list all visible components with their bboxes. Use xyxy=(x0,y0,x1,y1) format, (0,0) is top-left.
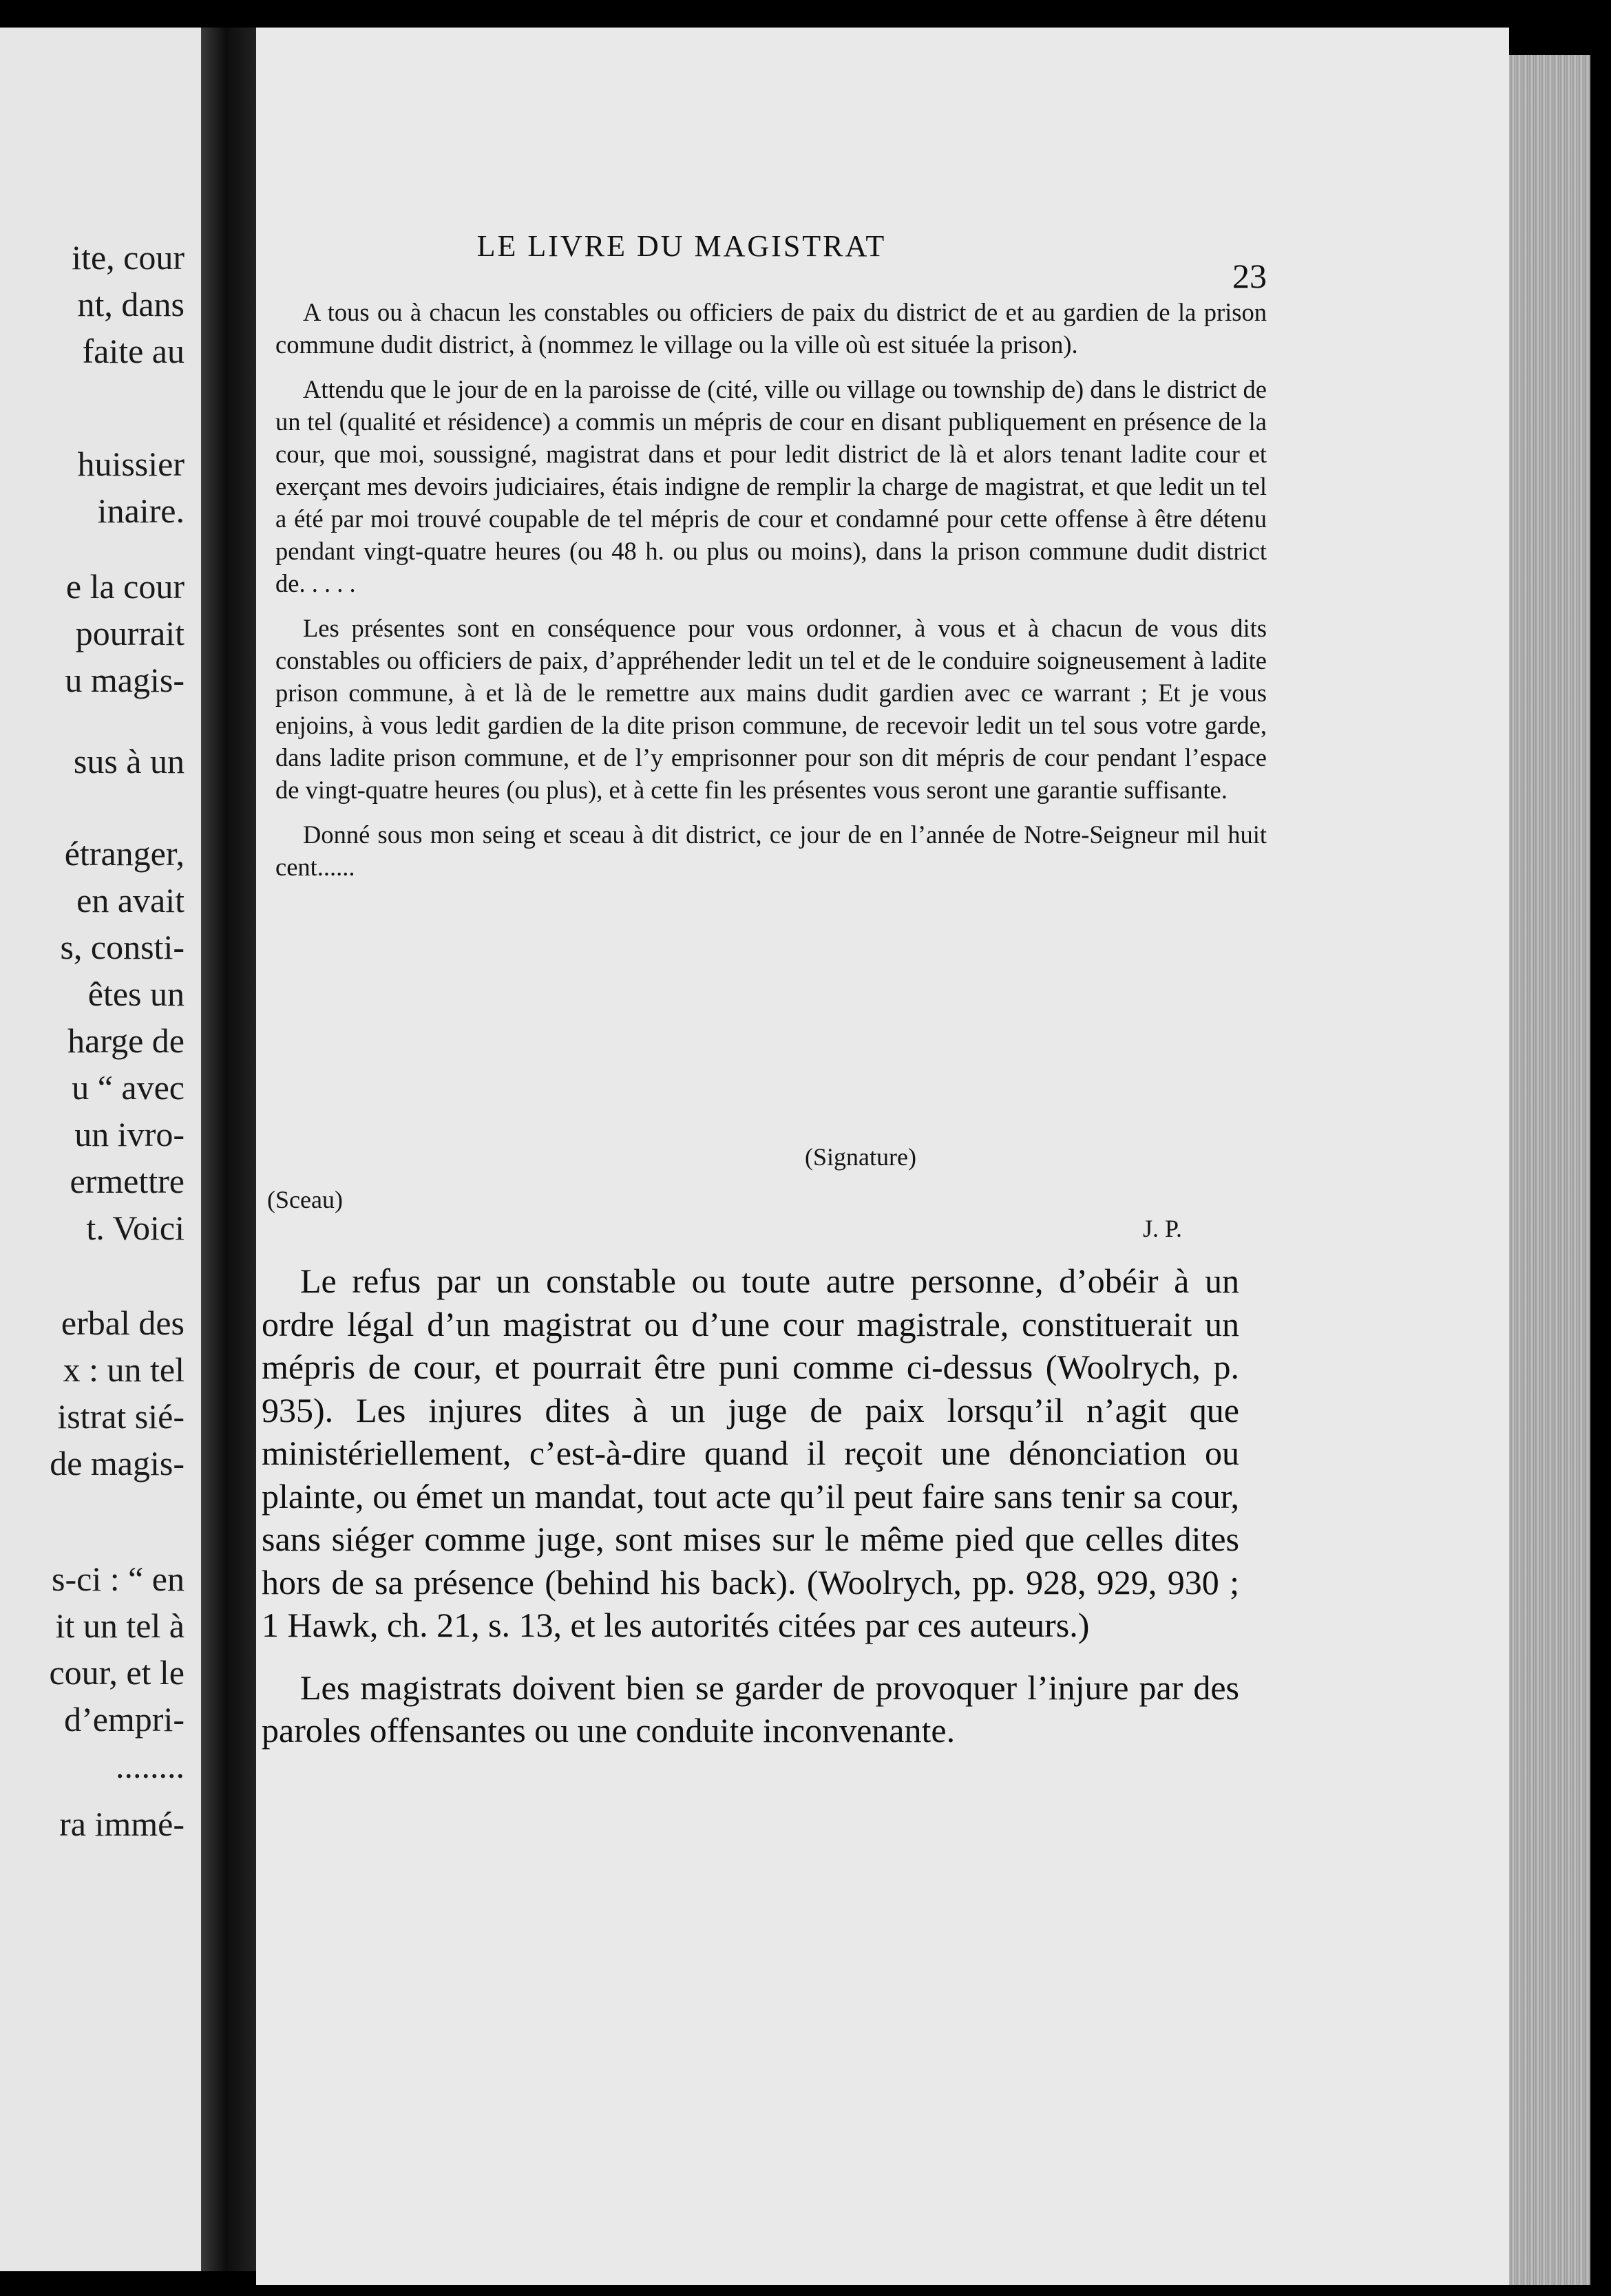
left-page-line: de magis- xyxy=(50,1444,185,1482)
left-page-line: en avait xyxy=(76,881,185,920)
left-page-line: cour, et le xyxy=(49,1653,185,1692)
left-page-line: e la cour xyxy=(65,567,185,606)
page-number: 23 xyxy=(1232,257,1267,295)
jp-label: J. P. xyxy=(1143,1215,1183,1242)
left-page-line: faite au xyxy=(82,332,185,370)
left-page-line: êtes un xyxy=(87,975,185,1013)
form-paragraph-2: Attendu que le jour de en la paroisse de (cité, ville ou village ou township de) dans le district de un tel (qualité et résidence) a commis un mépris de cour en disant publiquement en présence de la cour, que moi, soussigné, magistrat dans et pour ledit district de là et alors tenant ladite cour et exerçant mes devoirs judiciaires, étais indigne de remplir la charge de magistrat, et que ledit un tel a été par moi trouvé coupable de tel mépris de cour et condamné pour cette offense à être détenu pendant vingt-quatre heures (ou 48 h. ou plus ou moins), dans la prison commune dudit district de. . . . . xyxy=(275,375,1267,597)
left-page-line: un ivro- xyxy=(74,1115,185,1154)
seal-label: (Sceau) xyxy=(267,1186,343,1213)
left-page-line: istrat sié- xyxy=(57,1397,185,1436)
body-paragraph-2: Les magistrats doivent bien se garder de provoquer l’injure par des paroles offensantes ou une conduite inconvenante. xyxy=(262,1668,1239,1750)
left-page-line: u “ avec xyxy=(72,1068,185,1107)
left-page-line: d’empri- xyxy=(64,1700,185,1739)
left-page-line: sus à un xyxy=(73,742,185,780)
left-page-line: ermettre xyxy=(70,1162,185,1200)
left-page-line: t. Voici xyxy=(86,1209,185,1247)
form-paragraph-3: Les présentes sont en conséquence pour vous ordonner, à vous et à chacun de vous dits constables ou officiers de paix, d’appréhender ledit un tel et de le conduire soigneusement à ladite prison commune, à et là de le remettre aux mains dudit gardien avec ce warrant ; Et je vous enjoins, à vous ledit gardien de la dite prison commune, de recevoir ledit un tel sous votre garde, dans ladite prison commune, et de l’y emprisonner pour son dit mépris de cour pendant l’espace de vingt-quatre heures (ou plus), et à cette fin les présentes vous seront une garantie suffisante. xyxy=(275,614,1267,804)
left-page-line: ite, cour xyxy=(72,238,185,277)
form-paragraph-4: Donné sous mon seing et sceau à dit district, ce jour de en l’année de Notre-Seigneur mil huit cent...... xyxy=(275,820,1267,881)
left-page-line: pourrait xyxy=(75,614,185,652)
left-page-line: harge de xyxy=(67,1021,185,1060)
left-page-line: u magis- xyxy=(65,661,185,699)
left-page-line: erbal des xyxy=(61,1304,185,1342)
left-page-line: inaire. xyxy=(97,491,185,530)
form-text xyxy=(275,296,1267,895)
left-page-line: huissier xyxy=(77,445,185,483)
running-title: LE LIVRE DU MAGISTRAT xyxy=(476,229,887,263)
form-paragraph-1: A tous ou à chacun les constables ou officiers de paix du district de et au gardien de la prison commune dudit district, à (nommez le village ou la ville où est située la prison). xyxy=(275,298,1267,359)
page-edge xyxy=(1509,55,1590,2285)
signature-label: (Signature) xyxy=(805,1143,916,1171)
left-page-line: ra immé- xyxy=(59,1805,185,1843)
left-page-line: x : un tel xyxy=(63,1350,185,1389)
body-text xyxy=(262,1259,1239,1772)
left-page-fragment xyxy=(0,28,201,2271)
left-page-line: étranger, xyxy=(64,834,185,873)
left-page-line: ........ xyxy=(116,1747,185,1785)
left-page-line: s-ci : “ en xyxy=(52,1560,185,1598)
book-gutter xyxy=(201,28,256,2271)
left-page-line: s, consti- xyxy=(60,928,185,966)
left-page-line: it un tel à xyxy=(55,1606,185,1645)
body-paragraph-1: Le refus par un constable ou toute autre personne, d’obéir à un ordre légal d’un magistrat ou d’une cour magistrale, constituerait un mépris de cour, et pourrait être puni comme ci-dessus (Woolrych, p. 935). Les injures dites à un juge de paix lorsqu’il n’agit que ministériellement, c’est-à-dire quand il reçoit une dénonciation ou plainte, ou émet un mandat, tout acte qu’il peut faire sans tenir sa cour, sans siéger comme juge, sont mises sur le même pied que celles dites hors de sa présence (behind his back). (Woolrych, pp. 928, 929, 930 ; 1 Hawk, ch. 21, s. 13, et les autorités citées par ces auteurs.) xyxy=(262,1262,1239,1644)
left-page-line: nt, dans xyxy=(77,285,185,323)
